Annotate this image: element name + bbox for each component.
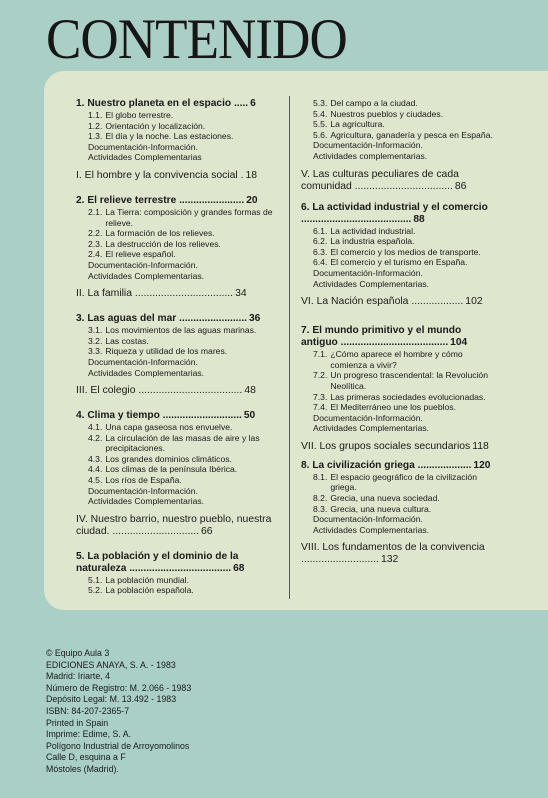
unit-vii: VII. Los grupos sociales secundarios 118	[301, 440, 489, 452]
section-entry: 1.1. El globo terrestre.	[88, 110, 174, 120]
section-entry: 3.2. Las costas.	[88, 335, 149, 346]
section-entry: 5.3. Del campo a la ciudad.	[313, 98, 418, 108]
section-entry: 6.3. El comercio y los medios de transporte.	[313, 246, 481, 257]
publisher-credits	[46, 648, 191, 776]
chapter-6-sections	[301, 226, 498, 290]
section-entry: 5.1. La población mundial.	[88, 574, 189, 585]
activities-note: Actividades Complementarias.	[313, 278, 430, 289]
unit-ii: II. La familia .................................. 34	[76, 288, 247, 300]
activities-note: Actividades Complementarias.	[88, 367, 205, 378]
publisher-line: EDICIONES ANAYA, S. A. - 1983	[46, 659, 176, 670]
printer-address-line: Polígono Industrial de Arroyomolinos	[46, 740, 190, 751]
chapter-8: 8. La civilización griega ................... 120	[301, 459, 491, 471]
chapter-8-sections	[301, 472, 498, 536]
documentation-note: Documentación-Información.	[88, 259, 198, 270]
documentation-note: Documentación-Información.	[88, 141, 198, 152]
section-entry: 4.3. Los grandes dominios climáticos.	[88, 453, 232, 464]
section-entry: 1.3. El día y la noche. Las estaciones.	[88, 131, 234, 142]
documentation-note: Documentación-Información.	[313, 267, 423, 278]
printer-street-line: Calle D, esquina a F	[46, 752, 126, 763]
unit-i: I. El hombre y la convivencia social . 18	[76, 169, 258, 181]
section-entry: 4.5. Los ríos de España.	[88, 475, 182, 486]
address-line: Madrid: Iriarte, 4	[46, 671, 111, 682]
section-entry: 7.3. Las primeras sociedades evolucionadas.	[313, 391, 486, 402]
section-entry: 2.3. La destrucción de los relieves.	[88, 238, 221, 249]
activities-note: Actividades Complementarias.	[313, 423, 430, 434]
contents-right-column	[301, 98, 498, 566]
printer-city-line: Móstoles (Madrid).	[46, 763, 119, 774]
section-entry: 8.2. Grecia, una nueva sociedad.	[313, 493, 440, 504]
section-entry: 4.2. La circulación de las masas de aire y las precipitaciones.	[88, 432, 260, 454]
section-entry: 3.3. Riqueza y utilidad de los mares.	[88, 346, 228, 357]
section-entry: 2.4. El relieve español.	[88, 249, 176, 260]
copyright-line: © Equipo Aula 3	[46, 648, 110, 658]
chapter-5-sections	[76, 575, 275, 596]
page-title: CONTENIDO	[46, 8, 347, 71]
unit-iv: IV. Nuestro barrio, nuestro pueblo, nuestra ciudad. .............................. 66	[76, 513, 272, 537]
section-entry: 7.4. El Mediterráneo une los pueblos.	[313, 402, 456, 413]
documentation-note: Documentación-Información.	[88, 485, 198, 496]
chapter-5: 5. La población y el dominio de la naturaleza .................................... 68	[76, 550, 245, 574]
section-entry: 8.3. Grecia, una nueva cultura.	[313, 503, 432, 514]
section-entry: 2.1. La Tierra: composición y grandes formas de relieve.	[88, 206, 273, 228]
registry-line: Número de Registro: M. 2.066 - 1983	[46, 682, 192, 693]
legal-deposit-line: Depósito Legal: M. 13.492 - 1983	[46, 694, 177, 705]
printer-line: Imprime: Edime, S. A.	[46, 729, 132, 740]
section-entry: 6.2. La industria española.	[313, 236, 415, 247]
activities-note: Actividades Complementarias	[88, 152, 202, 163]
unit-vi: VI. La Nación española .................. 102	[301, 296, 483, 308]
documentation-note: Documentación-Información.	[313, 514, 423, 525]
section-entry: 6.1. La actividad industrial.	[313, 225, 416, 236]
contents-left-column	[76, 98, 275, 596]
chapter-3: 3. Las aguas del mar ........................ 36	[76, 313, 261, 325]
chapter-3-sections	[76, 325, 275, 378]
activities-note: Actividades Complementarias.	[88, 496, 205, 507]
chapter-6: 6. La actividad industrial y el comercio ....................................... 88	[301, 201, 488, 225]
documentation-note: Documentación-Información.	[313, 140, 423, 151]
unit-v: V. Las culturas peculiares de cada comunidad .................................. 86	[301, 168, 467, 192]
section-entry: 2.2. La formación de los relieves.	[88, 228, 215, 239]
activities-note: Actividades Complementarias.	[313, 524, 430, 535]
unit-iii: III. El colegio .................................... 48	[76, 385, 256, 397]
chapter-7: 7. El mundo primitivo y el mundo antiguo ...................................... 104	[301, 325, 468, 349]
chapter-2: 2. El relieve terrestre ....................... 20	[76, 194, 258, 206]
section-entry: 5.2. La población española.	[88, 585, 194, 596]
unit-viii: VIII. Los fundamentos de la convivencia ........................... 132	[301, 542, 485, 566]
section-entry: 4.1. Una capa gaseosa nos envuelve.	[88, 422, 233, 433]
chapter-5-sections-continued	[301, 98, 498, 162]
section-entry: 1.2. Orientación y localización.	[88, 120, 206, 131]
printed-line: Printed in Spain	[46, 717, 109, 728]
section-entry: 6.4. El comercio y el turismo en España.	[313, 257, 468, 268]
chapter-7-sections	[301, 349, 498, 434]
documentation-note: Documentación-Información.	[313, 412, 423, 423]
column-divider	[289, 96, 290, 599]
chapter-2-sections	[76, 207, 275, 281]
chapter-1-sections	[76, 110, 275, 163]
section-entry: 5.4. Nuestros pueblos y ciudades.	[313, 108, 444, 119]
isbn-line: ISBN: 84-207-2365-7	[46, 705, 130, 716]
section-entry: 7.2. Un progreso trascendental: la Revolución Neolítica.	[313, 370, 488, 391]
chapter-4-sections	[76, 422, 275, 507]
activities-note: Actividades Complementarias.	[88, 270, 205, 281]
section-entry: 3.1. Los movimientos de las aguas marinas.	[88, 325, 257, 336]
section-entry: 8.1. El espacio geográfico de la civilización griega.	[313, 471, 477, 493]
section-entry: 7.1. ¿Cómo aparece el hombre y cómo comienza a vivir?	[313, 349, 463, 370]
chapter-4: 4. Clima y tiempo ............................ 50	[76, 410, 256, 422]
section-entry: 5.6. Agricultura, ganadería y pesca en España.	[313, 129, 493, 140]
section-entry: 4.4. Los climas de la península Ibérica.	[88, 464, 238, 475]
section-entry: 5.5. La agricultura.	[313, 119, 385, 130]
documentation-note: Documentación-Información.	[88, 356, 198, 367]
chapter-1: 1. Nuestro planeta en el espacio ..... 6	[76, 98, 256, 109]
activities-note: Actividades complementarias.	[313, 150, 428, 161]
